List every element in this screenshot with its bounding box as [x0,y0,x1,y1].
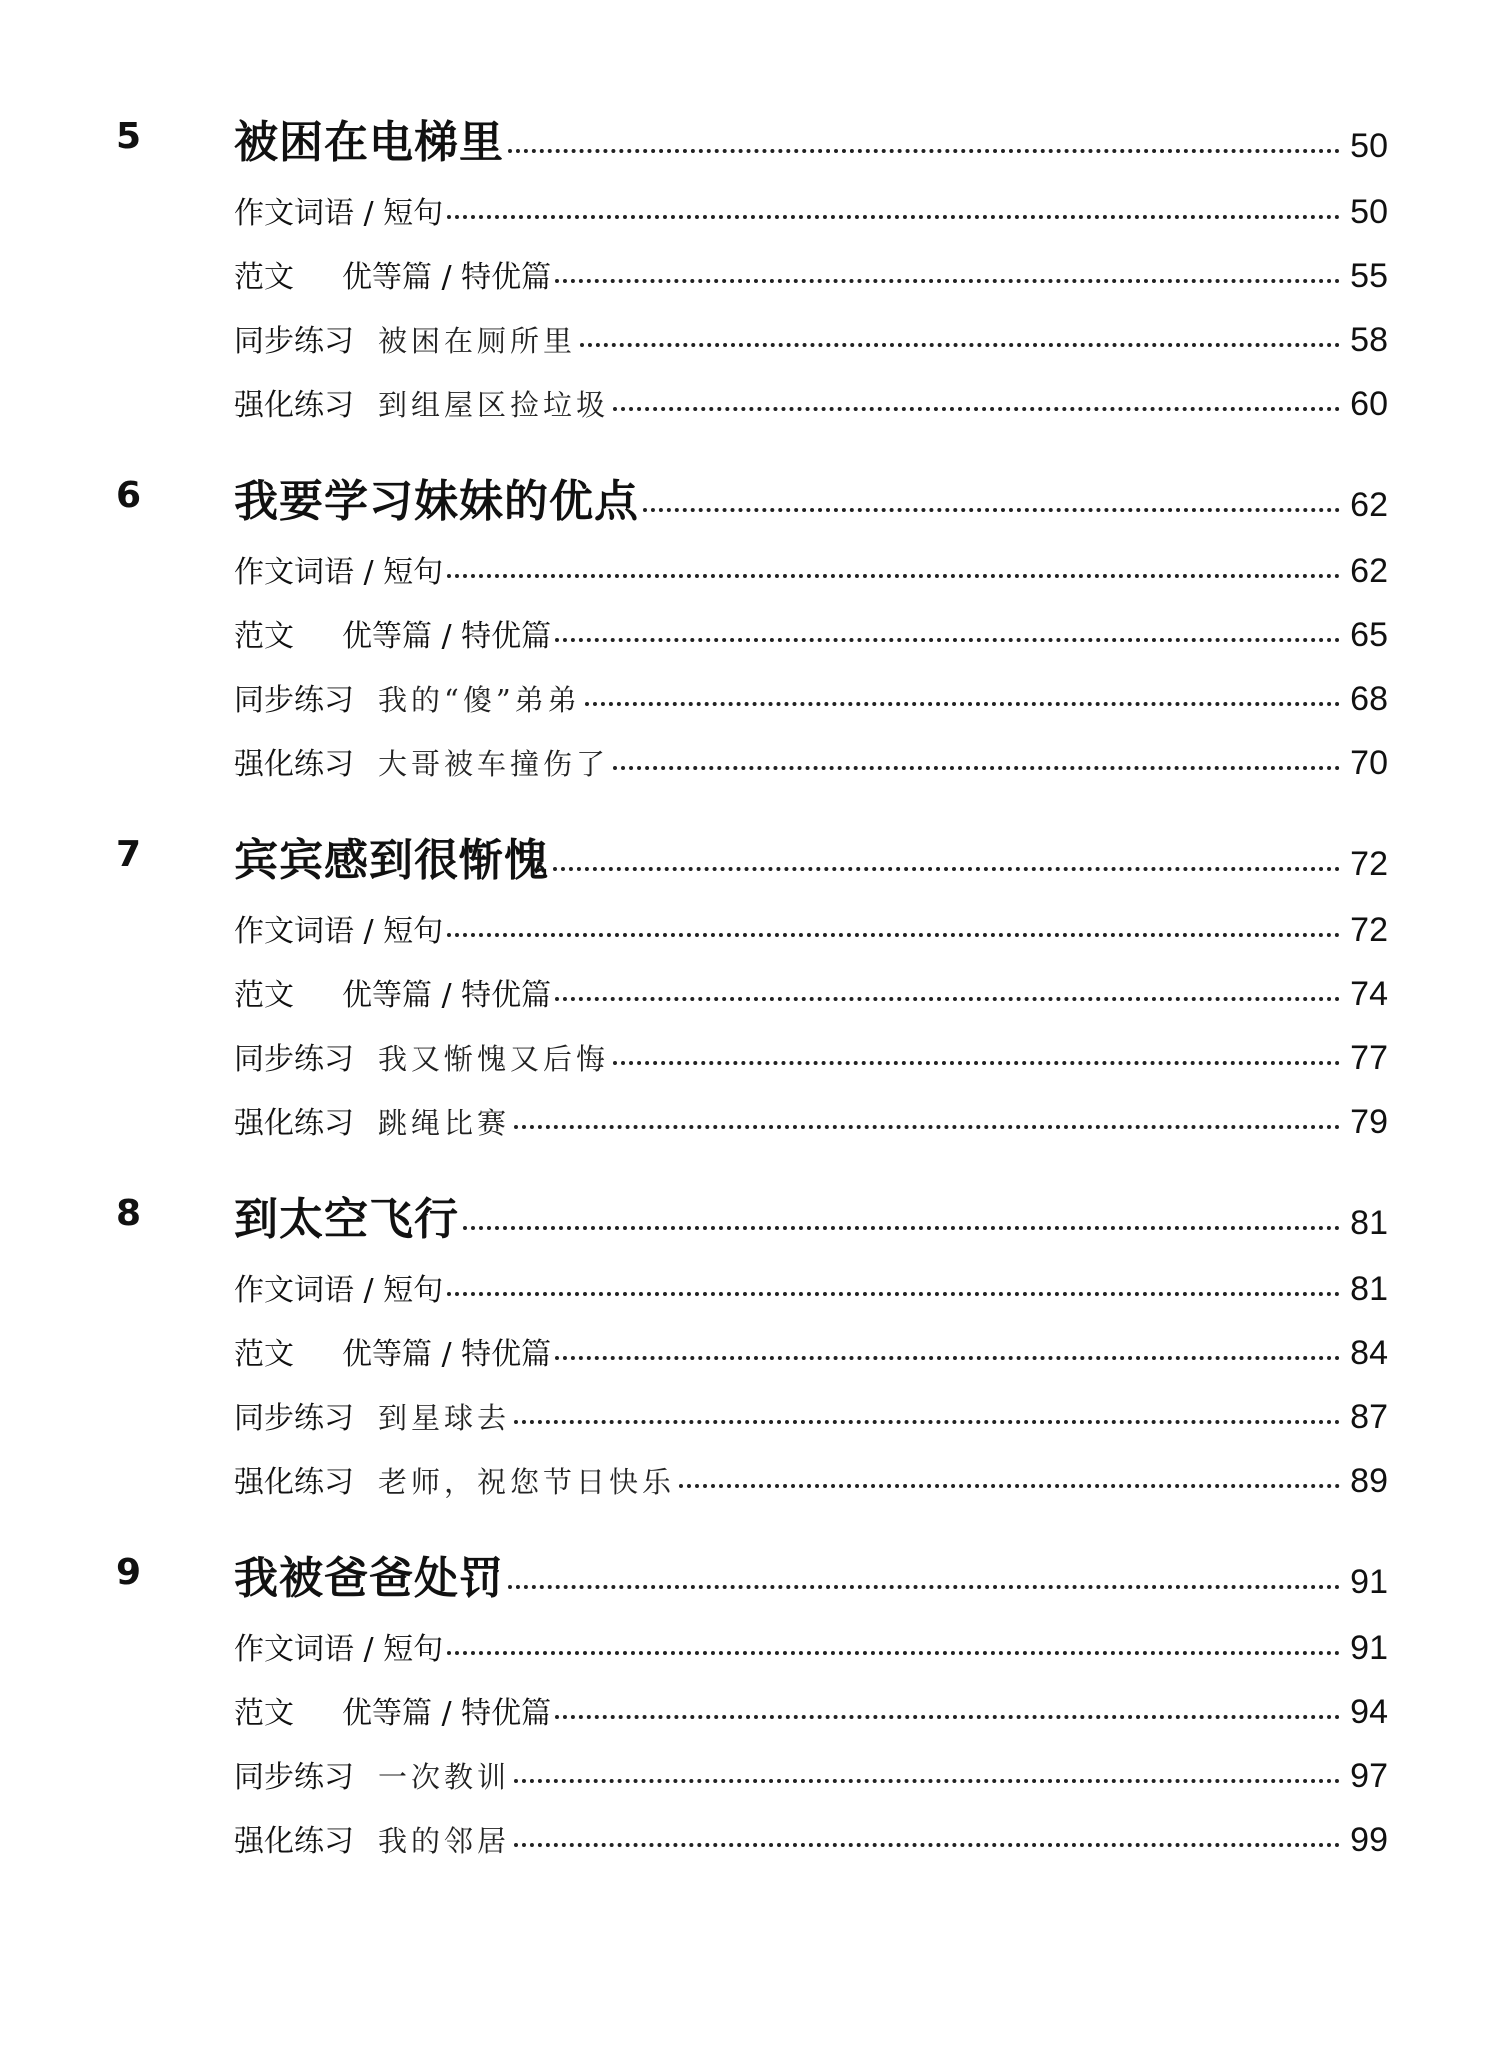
item-label: 作文词语 / 短句 [234,1632,444,1667]
item-label: 强化练习 [234,1106,354,1141]
dot-leader [514,1420,1340,1424]
dot-leader [447,1651,1340,1655]
page-number: 74 [1350,975,1388,1013]
dot-leader [447,574,1340,578]
toc-item[interactable] [234,739,1388,783]
page-number: 50 [1350,127,1388,165]
section-number: 5 [116,116,142,157]
page-number: 65 [1350,616,1388,654]
page-number: 81 [1350,1270,1388,1308]
toc-item[interactable] [234,1816,1388,1860]
page-number: 72 [1350,845,1388,883]
item-label: 作文词语 / 短句 [234,555,444,590]
toc-item[interactable] [234,316,1388,360]
item-label: 同步练习 [234,1042,354,1077]
dot-leader [679,1484,1340,1488]
item-label: 范文 [234,978,294,1013]
dot-leader [514,1125,1340,1129]
dot-leader [555,638,1340,642]
section-number: 9 [116,1552,142,1593]
item-story: 到组屋区捡垃圾 [378,388,610,422]
dot-leader [613,766,1340,770]
page-number: 72 [1350,911,1388,949]
dot-leader [555,1715,1340,1719]
section-title: 宾宾感到很惭愧 [234,835,549,886]
toc-item[interactable] [234,380,1388,424]
toc-item[interactable] [234,1752,1388,1796]
toc-item[interactable] [234,1688,1388,1732]
dot-leader [508,149,1340,153]
page-number: 70 [1350,744,1388,782]
page-number: 68 [1350,680,1388,718]
dot-leader [447,933,1340,937]
page-number: 79 [1350,1103,1388,1141]
item-story: 优等篇 / 特优篇 [342,1337,552,1372]
item-label: 范文 [234,1337,294,1372]
item-label: 强化练习 [234,1465,354,1500]
page-number: 87 [1350,1398,1388,1436]
item-label: 同步练习 [234,324,354,359]
page-number: 91 [1350,1629,1388,1667]
item-label: 范文 [234,260,294,295]
toc-item[interactable] [234,1624,1388,1668]
section-title: 到太空飞行 [234,1194,459,1245]
item-story: 我的“傻”弟弟 [378,683,581,717]
section-title-row[interactable] [234,1542,1388,1606]
toc-item[interactable] [234,970,1388,1014]
item-story: 跳绳比赛 [378,1106,511,1140]
page-number: 97 [1350,1757,1388,1795]
dot-leader [580,343,1340,347]
toc-item[interactable] [234,252,1388,296]
page-number: 91 [1350,1563,1388,1601]
dot-leader [585,702,1340,706]
dot-leader [555,279,1340,283]
dot-leader [555,997,1340,1001]
toc-item[interactable] [234,1393,1388,1437]
item-story: 优等篇 / 特优篇 [342,1696,552,1731]
section-title: 我被爸爸处罚 [234,1553,504,1604]
section-number: 7 [116,834,142,875]
item-story: 老师，祝您节日快乐 [378,1465,676,1499]
page-number: 84 [1350,1334,1388,1372]
section-title-row[interactable] [234,106,1388,170]
page-number: 62 [1350,552,1388,590]
item-label: 范文 [234,1696,294,1731]
item-label: 作文词语 / 短句 [234,914,444,949]
dot-leader [463,1226,1340,1230]
section-title: 被困在电梯里 [234,117,504,168]
page-number: 62 [1350,486,1388,524]
page-number: 94 [1350,1693,1388,1731]
toc-item[interactable] [234,906,1388,950]
section-title: 我要学习妹妹的优点 [234,476,639,527]
item-label: 同步练习 [234,683,354,718]
toc-item[interactable] [234,611,1388,655]
item-story: 优等篇 / 特优篇 [342,619,552,654]
dot-leader [555,1356,1340,1360]
section-number: 8 [116,1193,142,1234]
dot-leader [447,1292,1340,1296]
page-number: 55 [1350,257,1388,295]
item-story: 一次教训 [378,1760,511,1794]
item-story: 优等篇 / 特优篇 [342,978,552,1013]
toc-item[interactable] [234,188,1388,232]
dot-leader [508,1585,1340,1589]
toc-item[interactable] [234,1265,1388,1309]
toc-item[interactable] [234,675,1388,719]
item-story: 我又惭愧又后悔 [378,1042,610,1076]
toc-item[interactable] [234,1034,1388,1078]
item-label: 作文词语 / 短句 [234,1273,444,1308]
item-label: 作文词语 / 短句 [234,196,444,231]
section-title-row[interactable] [234,824,1388,888]
toc-item[interactable] [234,547,1388,591]
item-label: 范文 [234,619,294,654]
dot-leader [553,867,1340,871]
dot-leader [514,1779,1340,1783]
item-story: 大哥被车撞伤了 [378,747,610,781]
section-title-row[interactable] [234,465,1388,529]
dot-leader [643,508,1340,512]
dot-leader [613,407,1340,411]
section-number: 6 [116,475,142,516]
page-number: 50 [1350,193,1388,231]
page-number: 99 [1350,1821,1388,1859]
item-label: 强化练习 [234,747,354,782]
item-story: 到星球去 [378,1401,511,1435]
page-number: 60 [1350,385,1388,423]
item-label: 同步练习 [234,1401,354,1436]
dot-leader [613,1061,1340,1065]
item-story: 被困在厕所里 [378,324,577,358]
page-number: 89 [1350,1462,1388,1500]
page-number: 77 [1350,1039,1388,1077]
toc-item[interactable] [234,1098,1388,1142]
item-label: 同步练习 [234,1760,354,1795]
page-number: 81 [1350,1204,1388,1242]
toc-item[interactable] [234,1329,1388,1373]
section-title-row[interactable] [234,1183,1388,1247]
item-label: 强化练习 [234,1824,354,1859]
item-story: 我的邻居 [378,1824,511,1858]
item-story: 优等篇 / 特优篇 [342,260,552,295]
toc-item[interactable] [234,1457,1388,1501]
dot-leader [447,215,1340,219]
page-number: 58 [1350,321,1388,359]
dot-leader [514,1843,1340,1847]
item-label: 强化练习 [234,388,354,423]
